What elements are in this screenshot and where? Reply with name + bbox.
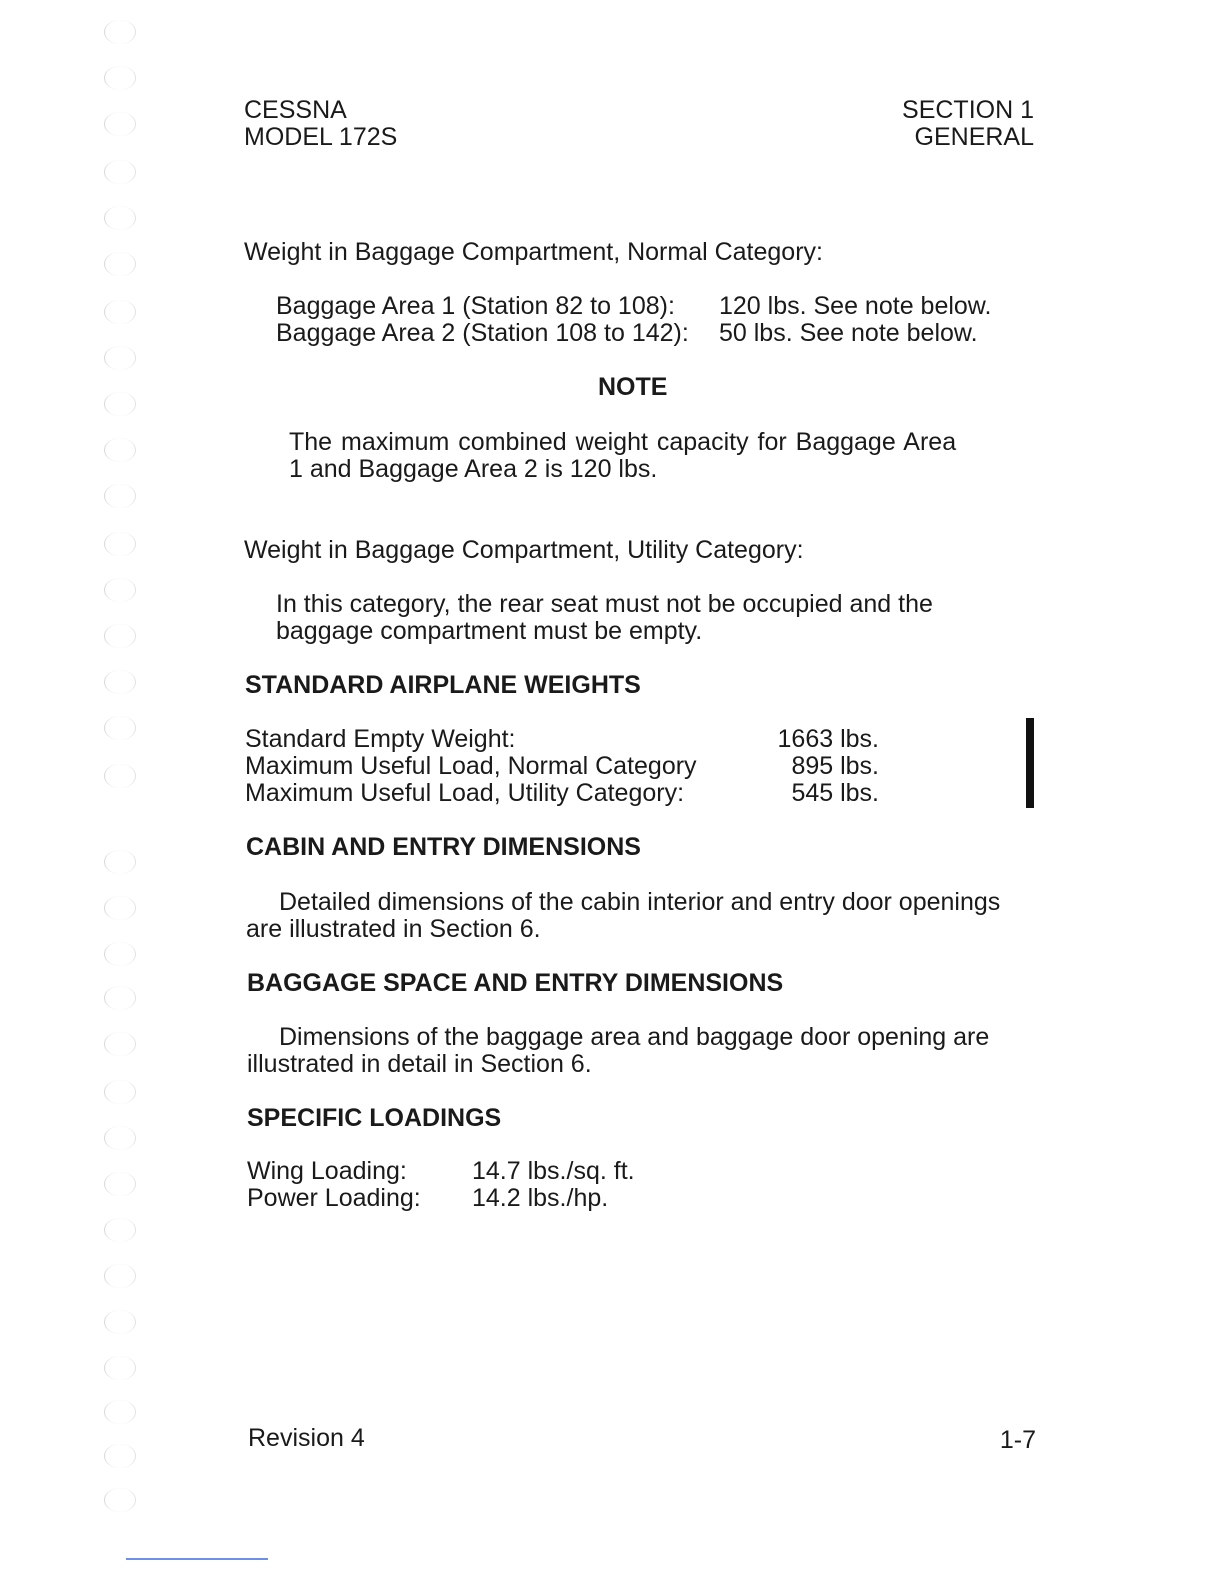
header-model: MODEL 172S [244, 123, 398, 151]
binder-hole [104, 484, 136, 508]
binder-hole [104, 624, 136, 648]
binder-hole [104, 716, 136, 740]
binder-hole [104, 392, 136, 416]
baggage-utility-heading: Weight in Baggage Compartment, Utility Category: [244, 536, 804, 564]
binder-hole [104, 1080, 136, 1104]
useful-load-normal-value: 895 lbs. [791, 752, 879, 780]
baggage-dimensions-line-2: illustrated in detail in Section 6. [247, 1050, 592, 1078]
cabin-dimensions-line-1: Detailed dimensions of the cabin interior and entry door openings [279, 888, 1001, 916]
binder-hole [104, 1218, 136, 1242]
binder-hole [104, 1356, 136, 1380]
baggage-dimensions-line-1: Dimensions of the baggage area and baggage door opening are [279, 1023, 990, 1051]
binder-hole [104, 670, 136, 694]
binder-hole [104, 1488, 136, 1512]
baggage-area-1-label: Baggage Area 1 (Station 82 to 108): [276, 292, 675, 320]
binder-hole [104, 206, 136, 230]
binder-hole [104, 160, 136, 184]
cabin-dimensions-heading: CABIN AND ENTRY DIMENSIONS [246, 833, 641, 861]
specific-loadings-heading: SPECIFIC LOADINGS [247, 1104, 502, 1132]
binder-hole [104, 20, 136, 44]
note-title: NOTE [598, 373, 668, 401]
binder-hole [104, 532, 136, 556]
binder-hole [104, 578, 136, 602]
cabin-dimensions-line-2: are illustrated in Section 6. [246, 915, 541, 943]
binder-hole [104, 1032, 136, 1056]
standard-weights-heading: STANDARD AIRPLANE WEIGHTS [245, 671, 641, 699]
binder-hole [104, 896, 136, 920]
binder-hole [104, 850, 136, 874]
binder-hole [104, 942, 136, 966]
note-line-2: 1 and Baggage Area 2 is 120 lbs. [289, 455, 658, 483]
baggage-utility-line-2: baggage compartment must be empty. [276, 617, 703, 645]
useful-load-utility-value: 545 lbs. [791, 779, 879, 807]
binder-holes [100, 20, 146, 1550]
baggage-dimensions-heading: BAGGAGE SPACE AND ENTRY DIMENSIONS [247, 969, 784, 997]
wing-loading-label: Wing Loading: [247, 1157, 407, 1185]
standard-empty-weight-value: 1663 lbs. [777, 725, 879, 753]
wing-loading-value: 14.7 lbs./sq. ft. [472, 1157, 635, 1185]
baggage-area-2-label: Baggage Area 2 (Station 108 to 142): [276, 319, 689, 347]
binder-hole [104, 1126, 136, 1150]
standard-empty-weight-label: Standard Empty Weight: [245, 725, 516, 753]
power-loading-value: 14.2 lbs./hp. [472, 1184, 609, 1212]
header-section: SECTION 1 [902, 96, 1034, 124]
binder-hole [104, 66, 136, 90]
useful-load-normal-label: Maximum Useful Load, Normal Category [245, 752, 697, 780]
binder-hole [104, 1264, 136, 1288]
baggage-area-2-value: 50 lbs. See note below. [719, 319, 978, 347]
baggage-normal-heading: Weight in Baggage Compartment, Normal Category: [244, 238, 823, 266]
power-loading-label: Power Loading: [247, 1184, 421, 1212]
binder-hole [104, 300, 136, 324]
bottom-edge-line [126, 1558, 268, 1560]
binder-hole [104, 252, 136, 276]
binder-hole [104, 346, 136, 370]
header-manufacturer: CESSNA [244, 96, 347, 124]
binder-hole [104, 986, 136, 1010]
binder-hole [104, 1172, 136, 1196]
binder-hole [104, 438, 136, 462]
footer-revision: Revision 4 [248, 1424, 365, 1452]
binder-hole [104, 112, 136, 136]
header-section-title: GENERAL [914, 123, 1034, 151]
baggage-utility-line-1: In this category, the rear seat must not be occupied and the [276, 590, 933, 618]
baggage-area-1-value: 120 lbs. See note below. [719, 292, 992, 320]
revision-change-bar [1026, 718, 1034, 808]
note-line-1: The maximum combined weight capacity for Baggage Area [289, 428, 957, 456]
useful-load-utility-label: Maximum Useful Load, Utility Category: [245, 779, 685, 807]
binder-hole [104, 1310, 136, 1334]
binder-hole [104, 1400, 136, 1424]
binder-hole [104, 1444, 136, 1468]
footer-page-number: 1-7 [999, 1426, 1036, 1454]
binder-hole [104, 764, 136, 788]
